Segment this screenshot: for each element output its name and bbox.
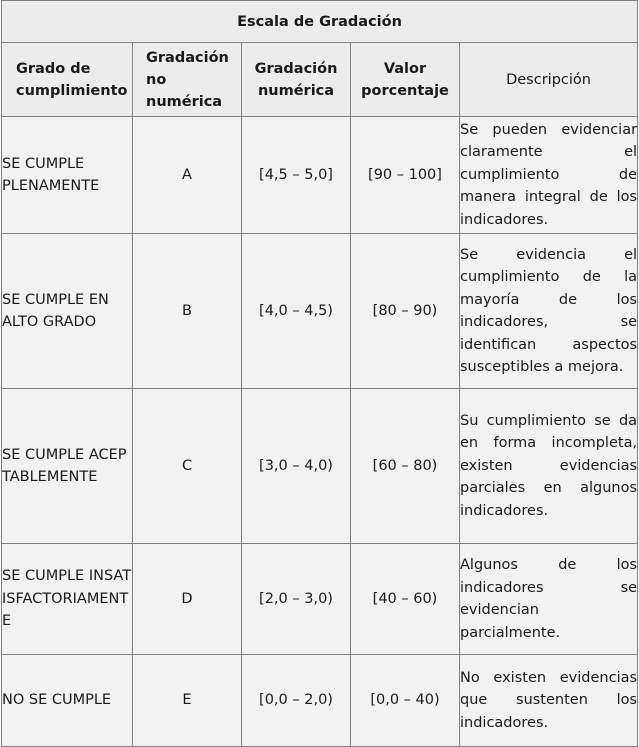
header-numerica: Gradación numérica xyxy=(242,43,351,117)
table-row xyxy=(2,544,638,655)
table-title-row xyxy=(2,1,638,43)
cell-no-numerica: D xyxy=(133,544,242,655)
table-title: Escala de Gradación xyxy=(2,1,638,43)
table-row xyxy=(2,389,638,544)
cell-descripcion: Su cumplimiento se da en forma incompleta, existen evidencias parciales en algunos indicadores. xyxy=(460,389,638,544)
cell-numerica: [4,0 – 4,5) xyxy=(242,234,351,389)
cell-grado: SE CUMPLE PLENAMENTE xyxy=(2,117,133,234)
cell-numerica: [4,5 – 5,0] xyxy=(242,117,351,234)
cell-numerica: [0,0 – 2,0) xyxy=(242,655,351,747)
cell-numerica: [3,0 – 4,0) xyxy=(242,389,351,544)
cell-grado: SE CUMPLE EN ALTO GRADO xyxy=(2,234,133,389)
cell-no-numerica: E xyxy=(133,655,242,747)
cell-numerica: [2,0 – 3,0) xyxy=(242,544,351,655)
cell-porcentaje: [90 – 100] xyxy=(351,117,460,234)
cell-porcentaje: [60 – 80) xyxy=(351,389,460,544)
header-row xyxy=(2,43,638,117)
cell-no-numerica: C xyxy=(133,389,242,544)
table-row xyxy=(2,655,638,747)
header-porcentaje: Valor porcentaje xyxy=(351,43,460,117)
cell-grado: NO SE CUMPLE xyxy=(2,655,133,747)
cell-descripcion: Se evidencia el cumplimiento de la mayoría de los indicadores, se identifican aspectos susceptibles a mejora. xyxy=(460,234,638,389)
cell-no-numerica: A xyxy=(133,117,242,234)
cell-descripcion: Se pueden evidenciar claramente el cumplimiento de manera integral de los indicadores. xyxy=(460,117,638,234)
table-row xyxy=(2,234,638,389)
cell-porcentaje: [40 – 60) xyxy=(351,544,460,655)
header-no-numerica: Gradación no numérica xyxy=(133,43,242,117)
cell-descripcion: Algunos de los indicadores se evidencian parcialmente. xyxy=(460,544,638,655)
gradation-scale-table xyxy=(1,0,638,747)
table-row xyxy=(2,117,638,234)
header-grado: Grado de cumplimiento xyxy=(2,43,133,117)
cell-porcentaje: [80 – 90) xyxy=(351,234,460,389)
cell-porcentaje: [0,0 – 40) xyxy=(351,655,460,747)
cell-grado: SE CUMPLE INSATISFACTORIAMENTE xyxy=(2,544,133,655)
cell-descripcion: No existen evidencias que sustenten los indicadores. xyxy=(460,655,638,747)
cell-grado: SE CUMPLE ACEPTABLEMENTE xyxy=(2,389,133,544)
header-descripcion: Descripción xyxy=(460,43,638,117)
cell-no-numerica: B xyxy=(133,234,242,389)
